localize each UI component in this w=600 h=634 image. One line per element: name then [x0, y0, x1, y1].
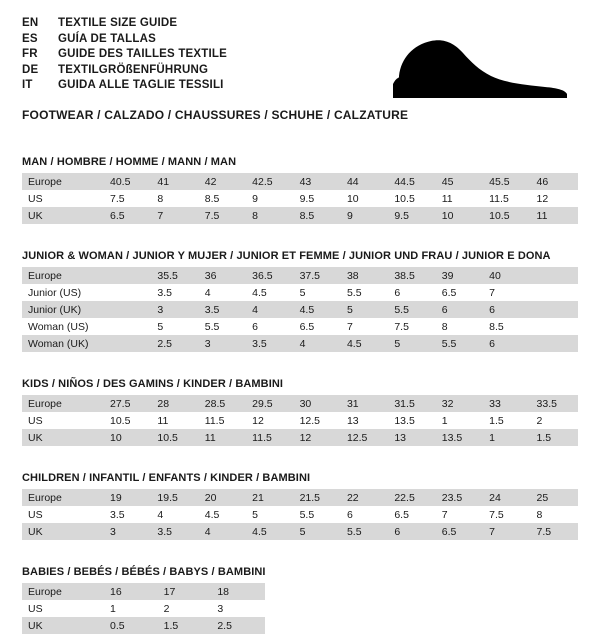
size-cell: 4.5	[246, 284, 293, 301]
size-cell: 4.5	[199, 506, 246, 523]
size-cell: 6.5	[104, 207, 151, 224]
size-cell: 5.5	[341, 523, 388, 540]
language-row	[22, 32, 227, 48]
size-cell: 2	[158, 600, 212, 617]
table-row	[22, 207, 578, 224]
size-cell: 29.5	[246, 395, 293, 412]
size-cell: 11.5	[199, 412, 246, 429]
size-cell: 9.5	[294, 190, 341, 207]
size-cell: 36.5	[246, 267, 293, 284]
language-row	[22, 78, 227, 94]
table-row	[22, 301, 578, 318]
language-code: IT	[22, 79, 33, 91]
size-cell: 7	[341, 318, 388, 335]
size-cell: 3.5	[151, 523, 198, 540]
size-cell: 21	[246, 489, 293, 506]
size-cell: 41	[151, 173, 198, 190]
size-cell: 2.5	[211, 617, 265, 634]
row-label: Europe	[22, 267, 104, 284]
size-cell: 6.5	[294, 318, 341, 335]
table-row	[22, 523, 578, 540]
size-cell: 8.5	[483, 318, 530, 335]
size-cell: 45.5	[483, 173, 530, 190]
table-row	[22, 190, 578, 207]
row-label: US	[22, 600, 104, 617]
size-cell: 4.5	[294, 301, 341, 318]
size-cell: 6	[483, 335, 530, 352]
language-title: TEXTILE SIZE GUIDE	[58, 17, 178, 29]
size-cell: 5	[294, 523, 341, 540]
size-cell: 8	[531, 506, 578, 523]
size-cell: 3.5	[199, 301, 246, 318]
size-cell: 42.5	[246, 173, 293, 190]
language-title: TEXTILGRÖßENFÜHRUNG	[58, 63, 209, 76]
size-cell: 4.5	[246, 523, 293, 540]
size-block-junior-woman	[22, 250, 578, 352]
size-cell: 8	[246, 207, 293, 224]
size-cell: 12	[294, 429, 341, 446]
size-cell: 13	[388, 429, 435, 446]
size-cell: 21.5	[294, 489, 341, 506]
size-cell: 25	[531, 489, 578, 506]
size-cell: 35.5	[151, 267, 198, 284]
size-cell: 33.5	[531, 395, 578, 412]
size-table	[22, 489, 578, 540]
size-cell: 33	[483, 395, 530, 412]
row-label: Europe	[22, 173, 104, 190]
size-cell: 6.5	[436, 284, 483, 301]
row-label: Woman (US)	[22, 318, 104, 335]
size-block-babies	[22, 566, 578, 634]
size-cell: 13.5	[436, 429, 483, 446]
size-cell	[104, 284, 151, 301]
size-cell: 6.5	[436, 523, 483, 540]
size-cell: 7.5	[483, 506, 530, 523]
size-cell: 1.5	[531, 429, 578, 446]
size-table	[22, 583, 265, 634]
size-cell: 42	[199, 173, 246, 190]
language-row	[22, 47, 227, 63]
row-label: Junior (US)	[22, 284, 104, 301]
size-cell: 31.5	[388, 395, 435, 412]
size-cell: 10.5	[104, 412, 151, 429]
size-cell: 10	[436, 207, 483, 224]
size-cell: 6	[483, 301, 530, 318]
size-cell: 4	[246, 301, 293, 318]
size-cell	[104, 335, 151, 352]
size-cell: 4.5	[341, 335, 388, 352]
row-label: US	[22, 190, 104, 207]
size-cell: 6	[388, 523, 435, 540]
language-row	[22, 16, 227, 32]
size-cell: 1	[104, 600, 158, 617]
table-row	[22, 583, 265, 600]
size-cell: 16	[104, 583, 158, 600]
table-row	[22, 412, 578, 429]
size-cell: 3.5	[151, 284, 198, 301]
size-block-man	[22, 156, 578, 224]
size-cell: 5.5	[388, 301, 435, 318]
table-row	[22, 318, 578, 335]
size-cell: 27.5	[104, 395, 151, 412]
table-row	[22, 429, 578, 446]
size-cell: 19.5	[151, 489, 198, 506]
size-cell: 5	[294, 284, 341, 301]
size-cell: 28.5	[199, 395, 246, 412]
size-cell: 30	[294, 395, 341, 412]
size-cell: 1.5	[483, 412, 530, 429]
size-cell: 5.5	[436, 335, 483, 352]
size-cell: 8	[151, 190, 198, 207]
size-cell	[531, 301, 578, 318]
size-table	[22, 395, 578, 446]
size-cell: 9	[246, 190, 293, 207]
size-cell: 3	[104, 523, 151, 540]
size-cell: 12	[531, 190, 578, 207]
size-cell: 40.5	[104, 173, 151, 190]
size-cell: 4	[199, 284, 246, 301]
block-title: MAN / HOMBRE / HOMME / MANN / MAN	[22, 156, 237, 168]
row-label: UK	[22, 523, 104, 540]
language-row	[22, 63, 227, 79]
size-cell: 11	[199, 429, 246, 446]
row-label: Europe	[22, 583, 104, 600]
size-cell: 4	[294, 335, 341, 352]
table-row	[22, 267, 578, 284]
size-cell: 36	[199, 267, 246, 284]
size-cell: 8.5	[199, 190, 246, 207]
table-row	[22, 173, 578, 190]
size-cell: 6.5	[388, 506, 435, 523]
size-cell: 10.5	[388, 190, 435, 207]
table-row	[22, 617, 265, 634]
size-cell: 4	[151, 506, 198, 523]
size-cell: 40	[483, 267, 530, 284]
size-cell: 5.5	[294, 506, 341, 523]
section-heading: FOOTWEAR / CALZADO / CHAUSSURES / SCHUHE / CALZATURE	[22, 107, 409, 122]
size-cell: 45	[436, 173, 483, 190]
size-cell: 1	[436, 412, 483, 429]
language-code: DE	[22, 63, 39, 76]
size-cell: 11	[436, 190, 483, 207]
row-label: US	[22, 506, 104, 523]
block-title: JUNIOR & WOMAN / JUNIOR Y MUJER / JUNIOR ET FEMME / JUNIOR UND FRAU / JUNIOR E DONA	[22, 250, 551, 262]
size-cell: 11	[151, 412, 198, 429]
size-cell: 9.5	[388, 207, 435, 224]
size-cell: 7.5	[104, 190, 151, 207]
size-cell: 9	[341, 207, 388, 224]
size-cell: 7.5	[531, 523, 578, 540]
size-cell: 3.5	[246, 335, 293, 352]
size-cell: 5.5	[199, 318, 246, 335]
size-cell: 43	[294, 173, 341, 190]
size-block-children	[22, 472, 578, 540]
size-cell: 44.5	[388, 173, 435, 190]
size-cell: 11	[531, 207, 578, 224]
table-row	[22, 335, 578, 352]
table-row	[22, 284, 578, 301]
size-cell: 7.5	[199, 207, 246, 224]
size-cell: 10.5	[151, 429, 198, 446]
size-cell: 38	[341, 267, 388, 284]
size-cell	[531, 318, 578, 335]
size-table	[22, 267, 578, 352]
size-cell: 8	[436, 318, 483, 335]
size-cell: 3	[151, 301, 198, 318]
language-title-table	[22, 16, 227, 94]
row-label: Woman (UK)	[22, 335, 104, 352]
table-row	[22, 506, 578, 523]
size-cell: 3	[199, 335, 246, 352]
size-cell: 10	[341, 190, 388, 207]
size-cell: 3.5	[104, 506, 151, 523]
language-code: EN	[22, 17, 39, 29]
size-cell: 8.5	[294, 207, 341, 224]
size-cell: 10	[104, 429, 151, 446]
size-cell: 3	[211, 600, 265, 617]
size-cell: 1	[483, 429, 530, 446]
size-cell: 37.5	[294, 267, 341, 284]
size-cell: 6	[436, 301, 483, 318]
size-cell: 0.5	[104, 617, 158, 634]
row-label: US	[22, 412, 104, 429]
size-cell	[531, 267, 578, 284]
row-label: UK	[22, 207, 104, 224]
language-code: FR	[22, 48, 38, 60]
language-code: ES	[22, 32, 38, 45]
size-cell: 7	[436, 506, 483, 523]
size-cell: 4	[199, 523, 246, 540]
size-cell: 2	[531, 412, 578, 429]
size-cell: 12.5	[341, 429, 388, 446]
size-cell	[104, 301, 151, 318]
block-title: CHILDREN / INFANTIL / ENFANTS / KINDER / BAMBINI	[22, 472, 311, 484]
size-cell: 7	[151, 207, 198, 224]
row-label: UK	[22, 429, 104, 446]
language-title: GUIDE DES TAILLES TEXTILE	[58, 48, 227, 60]
size-cell: 38.5	[388, 267, 435, 284]
block-title: BABIES / BEBÉS / BÉBÉS / BABYS / BAMBINI	[22, 566, 266, 578]
size-cell: 22	[341, 489, 388, 506]
size-cell: 11.5	[483, 190, 530, 207]
size-cell: 24	[483, 489, 530, 506]
block-title: KIDS / NIÑOS / DES GAMINS / KINDER / BAMBINI	[22, 378, 284, 390]
size-cell: 5	[246, 506, 293, 523]
table-row	[22, 395, 578, 412]
row-label: UK	[22, 617, 104, 634]
size-cell: 7	[483, 284, 530, 301]
table-row	[22, 489, 578, 506]
size-cell: 39	[436, 267, 483, 284]
size-cell: 13.5	[388, 412, 435, 429]
size-cell: 5.5	[341, 284, 388, 301]
size-cell: 13	[341, 412, 388, 429]
size-table	[22, 173, 578, 224]
size-cell: 12.5	[294, 412, 341, 429]
size-cell: 44	[341, 173, 388, 190]
size-cell: 7	[483, 523, 530, 540]
page-header	[22, 16, 578, 122]
size-cell: 12	[246, 412, 293, 429]
size-cell: 23.5	[436, 489, 483, 506]
table-row	[22, 600, 265, 617]
size-cell: 28	[151, 395, 198, 412]
size-cell: 5	[341, 301, 388, 318]
size-cell: 6	[246, 318, 293, 335]
size-cell: 2.5	[151, 335, 198, 352]
size-cell: 10.5	[483, 207, 530, 224]
language-title: GUÍA DE TALLAS	[58, 32, 156, 45]
size-cell: 46	[531, 173, 578, 190]
size-cell: 5	[388, 335, 435, 352]
size-cell	[104, 318, 151, 335]
size-cell: 11.5	[246, 429, 293, 446]
size-cell: 22.5	[388, 489, 435, 506]
size-cell: 18	[211, 583, 265, 600]
size-block-kids	[22, 378, 578, 446]
size-cell: 5	[151, 318, 198, 335]
size-cell	[531, 335, 578, 352]
size-cell: 32	[436, 395, 483, 412]
size-cell: 6	[341, 506, 388, 523]
size-cell: 20	[199, 489, 246, 506]
size-cell	[531, 284, 578, 301]
size-cell: 19	[104, 489, 151, 506]
size-cell: 31	[341, 395, 388, 412]
language-title: GUIDA ALLE TAGLIE TESSILI	[58, 79, 224, 91]
row-label: Europe	[22, 489, 104, 506]
size-cell: 6	[388, 284, 435, 301]
row-label: Europe	[22, 395, 104, 412]
row-label: Junior (UK)	[22, 301, 104, 318]
size-cell: 1.5	[158, 617, 212, 634]
size-cell: 17	[158, 583, 212, 600]
size-cell: 7.5	[388, 318, 435, 335]
size-cell	[104, 267, 151, 284]
dress-shoe-icon	[387, 32, 572, 102]
